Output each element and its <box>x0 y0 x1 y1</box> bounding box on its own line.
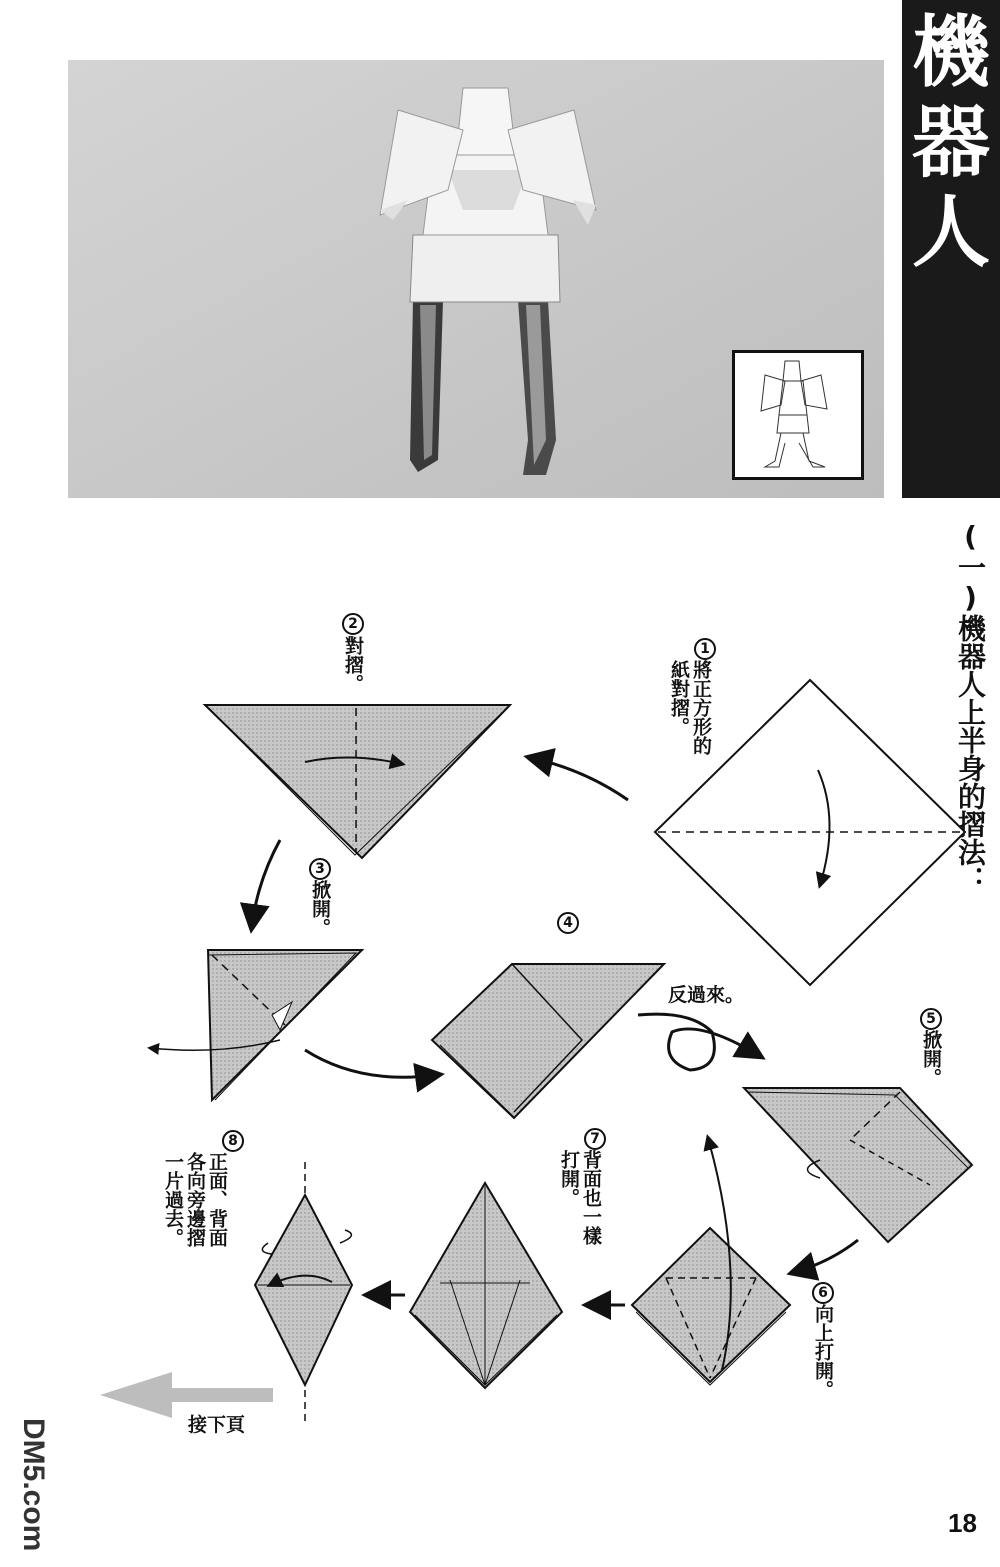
step-7-diagram <box>410 1183 562 1388</box>
page-number: 18 <box>948 1508 977 1538</box>
step-6-diagram <box>632 1138 790 1385</box>
step-2-diagram <box>205 705 510 858</box>
next-page-label: 接下頁 <box>188 1414 246 1436</box>
next-page-arrow-icon <box>100 1372 273 1418</box>
turn-over-label: 反過來。 <box>668 984 745 1006</box>
step-6-text: 向上打開。 <box>812 1304 834 1399</box>
step-1-text: 將正方形的紙對摺。 <box>668 660 712 755</box>
step-2-number: 2 <box>342 613 364 635</box>
step-8-number: 8 <box>222 1130 244 1152</box>
step-5-number: 5 <box>920 1008 942 1030</box>
step-3-diagram <box>150 950 362 1100</box>
section-subtitle: (一)機器人上半身的摺法： <box>954 520 987 894</box>
step-8-diagram <box>255 1162 352 1425</box>
step-6-number: 6 <box>812 1282 834 1304</box>
step-4-diagram <box>432 964 664 1118</box>
page-title: 機器人 <box>911 8 990 278</box>
step-2-text: 對摺。 <box>342 636 364 693</box>
step-8-text: 正面、背面各向旁邊摺一片過去。 <box>162 1152 228 1247</box>
step-3-number: 3 <box>309 858 331 880</box>
step-7-number: 7 <box>584 1128 606 1150</box>
step-5-text: 掀開。 <box>920 1030 942 1087</box>
step-3-text: 掀開。 <box>309 880 331 937</box>
step-4-number: 4 <box>557 912 579 934</box>
step-5-diagram <box>744 1088 972 1242</box>
step-7-text: 背面也一樣打開。 <box>558 1150 602 1245</box>
step-1-number: 1 <box>694 638 716 660</box>
watermark: DM5.com <box>17 1418 50 1552</box>
